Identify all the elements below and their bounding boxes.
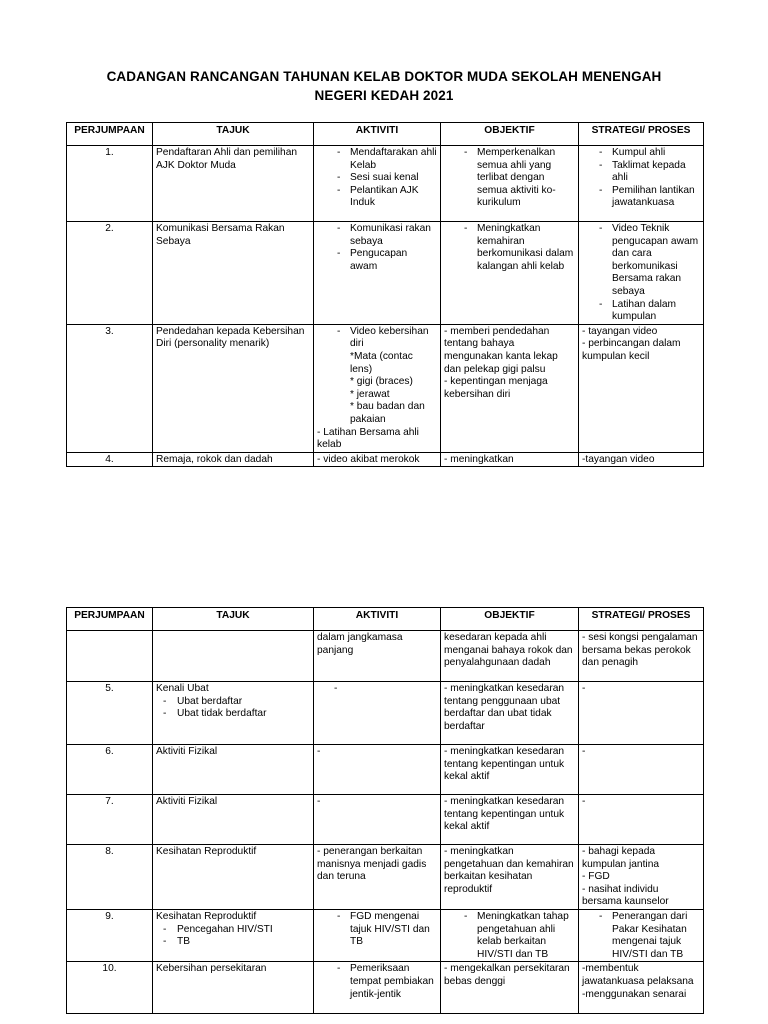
cell-aktiviti [314,146,441,222]
table-row [67,452,704,467]
cell-num: 7. [67,795,153,845]
cell-strategi [579,962,704,1014]
cell-tajuk: Aktiviti Fizikal [153,795,314,845]
list-item: - Penerangan dari Pakar Kesihatan mengenai tajuk HIV/STI dan TB [582,911,700,961]
title-line-2: NEGERI KEDAH 2021 [314,88,454,103]
cell-strategi [579,909,704,961]
cell-tajuk: Kebersihan persekitaran [153,962,314,1014]
aktiviti-value: - [334,683,338,694]
aktiviti-subitem: * gigi (braces) [350,376,413,388]
header-perjumpaan: PERJUMPAAN [67,123,153,146]
list-item: - Pemilihan lantikan jawatankuasa [582,185,700,210]
cell-objektif: - meningkatkan kesedaran tentang kepentingan untuk kekal aktif [441,745,579,795]
strategi-line: - bahagi kepada kumpulan jantina [582,846,660,870]
cell-num: 2. [67,222,153,325]
cell-objektif [441,146,579,222]
list-item: - Taklimat kepada ahli [582,160,700,185]
table-row [67,682,704,745]
strategi-line: -membentuk jawatankuasa pelaksana [582,963,694,987]
list-item: - Mendaftarakan ahli Kelab [317,147,437,172]
cell-tajuk [153,909,314,961]
list-item: - Ubat berdaftar [156,696,310,709]
cell-num: 8. [67,845,153,910]
cell-objektif: - meningkatkan pengetahuan dan kemahiran berkaitan kesihatan reproduktif [441,845,579,910]
cell-aktiviti: - video akibat merokok [314,452,441,467]
tajuk-title: Kenali Ubat [156,683,209,694]
list-item: - Komunikasi rakan sebaya [317,223,437,248]
tajuk-title: Kesihatan Reproduktif [156,910,257,922]
cell-tajuk [153,682,314,745]
cell-objektif [441,222,579,325]
cell-strategi [579,146,704,222]
table-row [67,222,704,325]
cell-aktiviti [314,962,441,1014]
table-row [67,146,704,222]
cell-strategi: - sesi kongsi pengalaman bersama bekas perokok dan penagih [579,631,704,682]
strategi-line: -menggunakan senarai [582,988,687,1000]
cell-aktiviti: dalam jangkamasa panjang [314,631,441,682]
list-item: - Video kebersihan diri [317,326,437,351]
cell-strategi [579,845,704,910]
cell-objektif: kesedaran kepada ahli menganai bahaya rokok dan penyalahgunaan dadah [441,631,579,682]
table-row [67,909,704,961]
objektif-line: - memberi pendedahan tentang bahaya mengunakan kanta lekap dan pelekap gigi palsu [444,325,558,375]
table-row [67,795,704,845]
header-objektif: OBJEKTIF [441,123,579,146]
list-item: - Pengucapan awam [317,248,437,273]
header-aktiviti: AKTIVITI [314,123,441,146]
cell-objektif: - meningkatkan kesedaran tentang kepentingan untuk kekal aktif [441,795,579,845]
cell-num: 3. [67,324,153,452]
cell-num: 10. [67,962,153,1014]
title-line-1: CADANGAN RANCANGAN TAHUNAN KELAB DOKTOR MUDA SEKOLAH MENENGAH [106,69,662,84]
list-item: - Meningkatkan tahap pengetahuan ahli kelab berkaitan HIV/STI dan TB [444,911,575,961]
list-item: - Latihan dalam kumpulan [582,299,700,324]
table-row [67,324,704,452]
table-row [67,745,704,795]
list-item: - Video Teknik pengucapan awam dan cara berkomunikasi Bersama rakan sebaya [582,223,700,299]
cell-num: 1. [67,146,153,222]
strategi-line: - perbincangan dalam kumpulan kecil [582,338,681,362]
cell-strategi [579,324,704,452]
cell-num: 6. [67,745,153,795]
cell-strategi: -tayangan video [579,452,704,467]
cell-objektif [441,324,579,452]
cell-num [67,631,153,682]
strategi-line: - FGD [582,871,610,883]
cell-strategi: - [579,745,704,795]
header-strategi: STRATEGI/ PROSES [579,608,704,631]
header-perjumpaan: PERJUMPAAN [67,608,153,631]
cell-aktiviti [314,222,441,325]
cell-strategi [579,222,704,325]
header-tajuk: TAJUK [153,608,314,631]
list-item: - Pelantikan AJK Induk [317,185,437,210]
cell-aktiviti: - penerangan berkaitan manisnya menjadi gadis dan teruna [314,845,441,910]
list-item: - Pemeriksaan tempat pembiakan jentik-jentik [317,963,437,1001]
table-header-row [67,123,704,146]
header-tajuk: TAJUK [153,123,314,146]
cell-tajuk: Remaja, rokok dan dadah [153,452,314,467]
strategi-line: - nasihat individu bersama kaunselor [582,883,669,908]
cell-objektif [441,909,579,961]
cell-tajuk: Komunikasi Bersama Rakan Sebaya [153,222,314,325]
table-row [67,962,704,1014]
aktiviti-subitem: *Mata (contac lens) [350,350,413,375]
cell-strategi: - [579,795,704,845]
list-item: - Memperkenalkan semua ahli yang terlibat dengan semua aktiviti ko-kurikulum [444,147,575,210]
aktiviti-extra: - Latihan Bersama ahli kelab [317,426,419,451]
cell-num: 4. [67,452,153,467]
table-row [67,845,704,910]
document-title [60,67,708,105]
aktiviti-subitem: * bau badan dan pakaian [350,401,425,425]
list-item: - Ubat tidak berdaftar [156,708,310,721]
aktiviti-subitem: * jerawat [350,388,390,400]
list-item: - Meningkatkan kemahiran berkomunikasi dalam kalangan ahli kelab [444,223,575,273]
list-item: - FGD mengenai tajuk HIV/STI dan TB [317,911,437,949]
cell-tajuk [153,631,314,682]
objektif-line: - kepentingan menjaga kebersihan diri [444,376,548,400]
plan-table-1 [66,122,704,467]
cell-objektif: - mengekalkan persekitaran bebas denggi [441,962,579,1014]
cell-tajuk: Aktiviti Fizikal [153,745,314,795]
cell-aktiviti [314,324,441,452]
strategi-line: - tayangan video [582,325,658,337]
header-objektif: OBJEKTIF [441,608,579,631]
cell-strategi: - [579,682,704,745]
table-row [67,631,704,682]
cell-tajuk: Pendedahan kepada Kebersihan Diri (personality menarik) [153,324,314,452]
cell-tajuk: Kesihatan Reproduktif [153,845,314,910]
list-item: - TB [156,936,310,949]
plan-table-2 [66,607,704,1014]
cell-objektif: - meningkatkan kesedaran tentang penggunaan ubat berdaftar dan ubat tidak berdaftar [441,682,579,745]
header-strategi: STRATEGI/ PROSES [579,123,704,146]
table-header-row [67,608,704,631]
cell-num: 9. [67,909,153,961]
cell-objektif: - meningkatkan [441,452,579,467]
header-aktiviti: AKTIVITI [314,608,441,631]
cell-num: 5. [67,682,153,745]
cell-aktiviti [314,909,441,961]
cell-aktiviti [314,682,441,745]
list-item: - Kumpul ahli [582,147,700,160]
cell-tajuk: Pendaftaran Ahli dan pemilihan AJK Doktor Muda [153,146,314,222]
list-item: - Pencegahan HIV/STI [156,924,310,937]
list-item: - Sesi suai kenal [317,172,437,185]
cell-aktiviti: - [314,795,441,845]
cell-aktiviti: - [314,745,441,795]
